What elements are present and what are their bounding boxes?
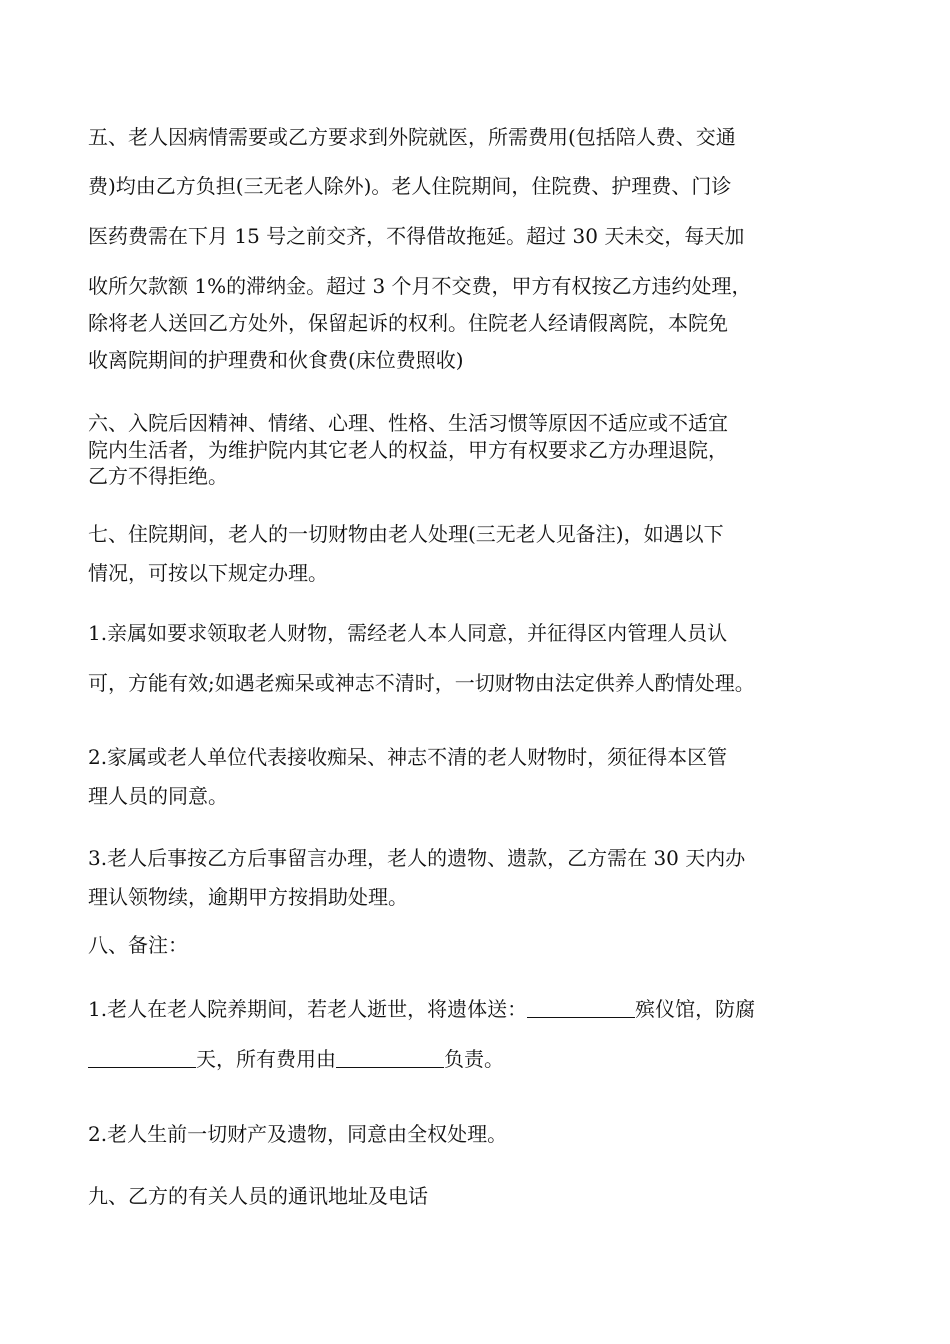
funeral-home-blank (527, 997, 635, 1018)
section-8-item-1-text-b: 殡仪馆，防腐 (635, 997, 756, 1021)
section-5-line-4: 收所欠款额 1%的滞纳金。超过 3 个月不交费，甲方有权按乙方违约处理， (88, 274, 752, 298)
section-7-item-1-line-2: 可，方能有效;如遇老痴呆或神志不清时，一切财物由法定供养人酌情处理。 (88, 671, 755, 695)
section-8-heading: 八、备注： (88, 933, 188, 957)
section-6-line-1: 六、入院后因精神、情绪、心理、性格、生活习惯等原因不适应或不适宜 (88, 411, 728, 435)
section-8-item-1-line-2 (88, 1045, 504, 1073)
section-7-item-3-line-1: 3.老人后事按乙方后事留言办理，老人的遗物、遗款，乙方需在 30 天内办 (88, 846, 746, 870)
section-8-item-2: 2.老人生前一切财产及遗物，同意由全权处理。 (88, 1122, 508, 1146)
section-7-item-1-line-1: 1.亲属如要求领取老人财物，需经老人本人同意，并征得区内管理人员认 (88, 621, 728, 645)
responsible-party-blank (336, 1047, 444, 1068)
section-6-line-3: 乙方不得拒绝。 (88, 464, 228, 488)
section-8-item-1-text-c: 天，所有费用由 (196, 1047, 336, 1071)
section-5-line-2: 费)均由乙方负担(三无老人除外)。老人住院期间，住院费、护理费、门诊 (88, 174, 732, 198)
section-6-line-2: 院内生活者，为维护院内其它老人的权益，甲方有权要求乙方办理退院， (88, 438, 728, 462)
section-7-line-1: 七、住院期间，老人的一切财物由老人处理(三无老人见备注)，如遇以下 (88, 522, 724, 546)
section-7-item-2-line-1: 2.家属或老人单位代表接收痴呆、神志不清的老人财物时，须征得本区管 (88, 745, 728, 769)
section-5-line-6: 收离院期间的护理费和伙食费(床位费照收) (88, 348, 464, 372)
section-8-item-1-text-d: 负责。 (444, 1047, 504, 1071)
section-7-item-3-line-2: 理认领物续，逾期甲方按捐助处理。 (88, 885, 408, 909)
section-8-item-1-text-a: 1.老人在老人院养期间，若老人逝世，将遗体送： (88, 997, 528, 1021)
section-5-line-5: 除将老人送回乙方处外，保留起诉的权利。住院老人经请假离院，本院免 (88, 311, 728, 335)
preservation-days-blank (88, 1047, 196, 1068)
section-7-line-2: 情况，可按以下规定办理。 (88, 561, 328, 585)
section-5-line-3: 医药费需在下月 15 号之前交齐，不得借故拖延。超过 30 天未交，每天加 (88, 224, 745, 248)
section-9-heading: 九、乙方的有关人员的通讯地址及电话 (88, 1184, 428, 1208)
section-7-item-2-line-2: 理人员的同意。 (88, 784, 228, 808)
section-5-line-1: 五、老人因病情需要或乙方要求到外院就医，所需费用(包括陪人费、交通 (88, 125, 736, 149)
section-8-item-1-line-1 (88, 995, 755, 1023)
